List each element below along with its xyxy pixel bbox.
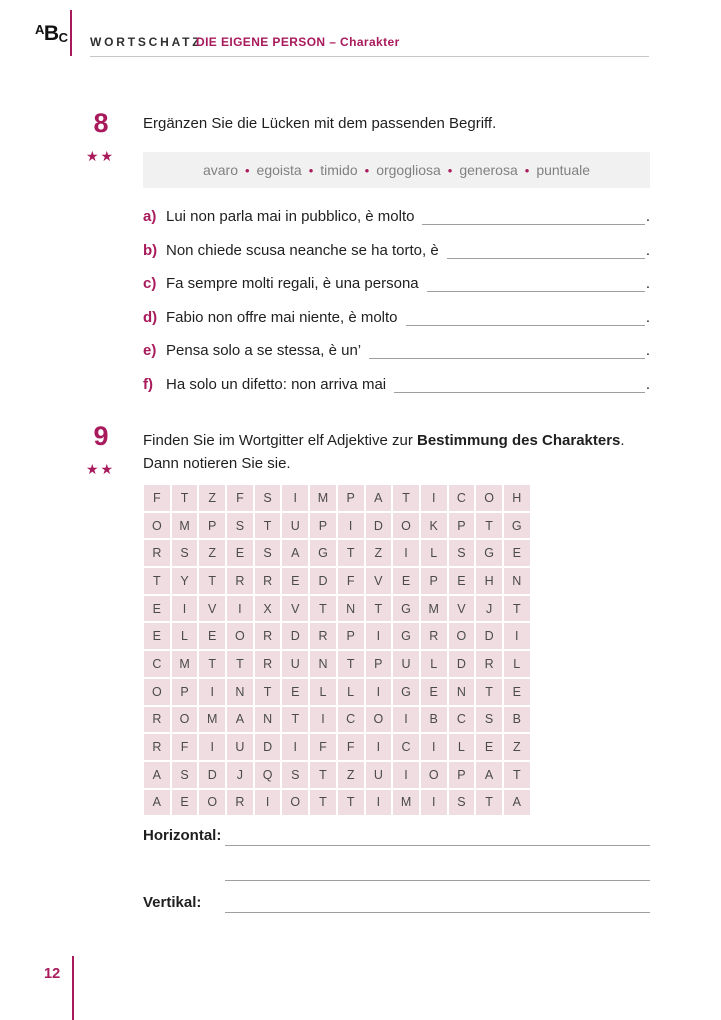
exercise8-instruction: Ergänzen Sie die Lücken mit dem passenden Begriff. bbox=[143, 115, 497, 132]
grid-cell: T bbox=[172, 485, 198, 511]
exercise9-difficulty-stars: ★★ bbox=[86, 461, 116, 477]
grid-cell: G bbox=[310, 540, 336, 566]
blank-line bbox=[422, 208, 644, 225]
grid-cell: L bbox=[172, 623, 198, 649]
grid-cell: M bbox=[421, 596, 447, 622]
grid-cell: I bbox=[227, 596, 253, 622]
grid-cell: O bbox=[199, 790, 225, 816]
grid-cell: R bbox=[144, 540, 170, 566]
grid-cell: R bbox=[227, 790, 253, 816]
grid-cell: L bbox=[449, 734, 475, 760]
line-end-period: . bbox=[645, 275, 650, 293]
grid-cell: O bbox=[144, 679, 170, 705]
header-accent-rule bbox=[70, 10, 72, 56]
grid-cell: T bbox=[504, 762, 530, 788]
grid-cell: M bbox=[393, 790, 419, 816]
abc-logo bbox=[35, 22, 67, 46]
chapter-topic: DIE EIGENE PERSON – Charakter bbox=[196, 35, 400, 49]
grid-cell: D bbox=[310, 568, 336, 594]
horizontal-label: Horizontal: bbox=[143, 827, 222, 844]
grid-cell: D bbox=[282, 623, 308, 649]
grid-cell: B bbox=[421, 707, 447, 733]
grid-cell: O bbox=[227, 623, 253, 649]
blank-line bbox=[369, 342, 645, 359]
grid-cell: F bbox=[172, 734, 198, 760]
grid-cell: F bbox=[310, 734, 336, 760]
grid-cell: R bbox=[255, 651, 281, 677]
grid-cell: O bbox=[282, 790, 308, 816]
grid-cell: G bbox=[393, 623, 419, 649]
exercise9-instruction bbox=[143, 429, 653, 475]
grid-cell: F bbox=[338, 568, 364, 594]
grid-cell: T bbox=[199, 651, 225, 677]
grid-cell: E bbox=[199, 623, 225, 649]
grid-cell: P bbox=[421, 568, 447, 594]
grid-cell: G bbox=[393, 679, 419, 705]
vertikal-answer-row bbox=[143, 893, 650, 913]
grid-cell: B bbox=[504, 707, 530, 733]
grid-cell: O bbox=[476, 485, 502, 511]
grid-cell: T bbox=[338, 540, 364, 566]
grid-cell: A bbox=[282, 540, 308, 566]
wordbank-word: generosa bbox=[459, 162, 518, 178]
grid-cell: I bbox=[366, 790, 392, 816]
fill-in-item bbox=[143, 368, 650, 402]
grid-cell: I bbox=[366, 679, 392, 705]
blank-line bbox=[427, 275, 645, 292]
grid-cell: I bbox=[421, 485, 447, 511]
fill-in-item bbox=[143, 200, 650, 234]
line-end-period: . bbox=[645, 342, 650, 360]
exercise9-number: 9 bbox=[93, 421, 109, 451]
grid-cell: I bbox=[504, 623, 530, 649]
grid-cell: J bbox=[227, 762, 253, 788]
grid-cell: T bbox=[255, 513, 281, 539]
grid-cell: A bbox=[227, 707, 253, 733]
grid-cell: T bbox=[338, 790, 364, 816]
grid-cell: S bbox=[449, 790, 475, 816]
grid-cell: M bbox=[172, 513, 198, 539]
line-end-period: . bbox=[645, 208, 650, 226]
horizontal-answer-row-continued bbox=[143, 861, 650, 881]
grid-cell: T bbox=[476, 790, 502, 816]
line-end-period: . bbox=[645, 308, 650, 326]
logo-letter-a: A bbox=[35, 22, 44, 37]
exercise9-instruction-bold: Bestimmung des Charakters bbox=[417, 432, 621, 449]
grid-cell: P bbox=[449, 513, 475, 539]
grid-cell: A bbox=[476, 762, 502, 788]
grid-cell: I bbox=[199, 679, 225, 705]
grid-cell: D bbox=[366, 513, 392, 539]
exercise8-number: 8 bbox=[93, 108, 109, 138]
grid-cell: Z bbox=[366, 540, 392, 566]
grid-cell: D bbox=[476, 623, 502, 649]
grid-cell: M bbox=[199, 707, 225, 733]
grid-cell: A bbox=[144, 790, 170, 816]
grid-cell: T bbox=[476, 679, 502, 705]
grid-cell: I bbox=[421, 734, 447, 760]
grid-cell: S bbox=[449, 540, 475, 566]
fill-in-item bbox=[143, 301, 650, 335]
grid-cell: C bbox=[449, 485, 475, 511]
grid-cell: T bbox=[144, 568, 170, 594]
grid-cell: N bbox=[449, 679, 475, 705]
grid-cell: V bbox=[282, 596, 308, 622]
wordbank-word: egoista bbox=[256, 162, 302, 178]
grid-cell: F bbox=[144, 485, 170, 511]
fill-in-item bbox=[143, 234, 650, 268]
blank-line bbox=[406, 309, 645, 326]
grid-cell: P bbox=[449, 762, 475, 788]
section-title: WORTSCHATZ bbox=[90, 35, 203, 49]
wordbank-bullet: • bbox=[364, 162, 370, 178]
grid-cell: E bbox=[144, 596, 170, 622]
grid-cell: P bbox=[310, 513, 336, 539]
grid-cell: V bbox=[366, 568, 392, 594]
grid-cell: T bbox=[504, 596, 530, 622]
wordbank-word: puntuale bbox=[536, 162, 591, 178]
grid-cell: P bbox=[338, 623, 364, 649]
header-divider bbox=[90, 56, 649, 57]
grid-cell: R bbox=[255, 568, 281, 594]
grid-cell: U bbox=[282, 651, 308, 677]
item-text: Ha solo un difetto: non arriva mai bbox=[166, 375, 387, 393]
grid-cell: E bbox=[282, 679, 308, 705]
blank-line bbox=[394, 376, 645, 393]
grid-cell: E bbox=[282, 568, 308, 594]
grid-cell: Z bbox=[338, 762, 364, 788]
grid-cell: N bbox=[227, 679, 253, 705]
grid-cell: D bbox=[199, 762, 225, 788]
grid-cell: H bbox=[476, 568, 502, 594]
exercise9-instruction-prefix: Finden Sie im Wortgitter elf Adjektive zur bbox=[143, 432, 417, 449]
grid-cell: J bbox=[476, 596, 502, 622]
item-text: Fabio non offre mai niente, è molto bbox=[166, 308, 398, 326]
exercise8-difficulty-stars: ★★ bbox=[86, 148, 116, 164]
grid-cell: E bbox=[421, 679, 447, 705]
grid-cell: G bbox=[504, 513, 530, 539]
grid-cell: O bbox=[172, 707, 198, 733]
grid-cell: S bbox=[476, 707, 502, 733]
grid-cell: R bbox=[144, 707, 170, 733]
vertikal-label: Vertikal: bbox=[143, 894, 202, 911]
grid-cell: L bbox=[421, 540, 447, 566]
grid-cell: T bbox=[282, 707, 308, 733]
grid-cell: M bbox=[310, 485, 336, 511]
fill-in-item bbox=[143, 334, 650, 368]
grid-cell: D bbox=[449, 651, 475, 677]
wordbank-word: avaro bbox=[202, 162, 238, 178]
page-number: 12 bbox=[44, 966, 61, 982]
item-text: Fa sempre molti regali, è una persona bbox=[166, 275, 419, 293]
wordbank-bullet: • bbox=[524, 162, 530, 178]
grid-cell: A bbox=[504, 790, 530, 816]
grid-cell: L bbox=[338, 679, 364, 705]
grid-cell: I bbox=[421, 790, 447, 816]
item-label: e) bbox=[143, 342, 157, 360]
grid-cell: U bbox=[227, 734, 253, 760]
grid-cell: O bbox=[366, 707, 392, 733]
item-label: a) bbox=[143, 208, 157, 226]
grid-cell: N bbox=[504, 568, 530, 594]
grid-cell: C bbox=[144, 651, 170, 677]
grid-cell: O bbox=[421, 762, 447, 788]
grid-cell: T bbox=[338, 651, 364, 677]
grid-cell: T bbox=[310, 596, 336, 622]
grid-cell: S bbox=[172, 762, 198, 788]
grid-cell: I bbox=[255, 790, 281, 816]
grid-cell: T bbox=[227, 651, 253, 677]
grid-cell: U bbox=[393, 651, 419, 677]
grid-cell: I bbox=[338, 513, 364, 539]
grid-cell: L bbox=[504, 651, 530, 677]
grid-cell: N bbox=[255, 707, 281, 733]
grid-cell: M bbox=[172, 651, 198, 677]
exercise9-instruction-suffix: . Dann notieren Sie sie. bbox=[143, 432, 625, 472]
grid-cell: T bbox=[199, 568, 225, 594]
grid-cell: R bbox=[255, 623, 281, 649]
grid-cell: V bbox=[449, 596, 475, 622]
grid-cell: H bbox=[504, 485, 530, 511]
line-end-period: . bbox=[645, 375, 650, 393]
grid-cell: S bbox=[172, 540, 198, 566]
grid-cell: I bbox=[393, 762, 419, 788]
word-bank bbox=[143, 152, 650, 188]
grid-cell: C bbox=[338, 707, 364, 733]
vertikal-answer-line bbox=[225, 894, 650, 913]
item-label: d) bbox=[143, 308, 158, 326]
item-text: Pensa solo a se stessa, è un’ bbox=[166, 342, 362, 360]
wordbank-word: orgogliosa bbox=[376, 162, 441, 178]
grid-cell: R bbox=[310, 623, 336, 649]
grid-cell: S bbox=[282, 762, 308, 788]
grid-cell: T bbox=[310, 762, 336, 788]
wordbank-bullet: • bbox=[308, 162, 314, 178]
grid-cell: I bbox=[393, 707, 419, 733]
grid-cell: S bbox=[255, 485, 281, 511]
grid-cell: E bbox=[504, 679, 530, 705]
horizontal-answer-row bbox=[143, 826, 650, 846]
grid-cell: I bbox=[199, 734, 225, 760]
grid-cell: O bbox=[449, 623, 475, 649]
grid-cell: S bbox=[255, 540, 281, 566]
horizontal-answer-line-2 bbox=[225, 862, 650, 881]
grid-cell: P bbox=[199, 513, 225, 539]
grid-cell: E bbox=[449, 568, 475, 594]
grid-cell: Z bbox=[199, 485, 225, 511]
grid-cell: Z bbox=[199, 540, 225, 566]
logo-letter-c: C bbox=[58, 30, 68, 45]
grid-cell: E bbox=[172, 790, 198, 816]
grid-cell: E bbox=[227, 540, 253, 566]
wordbank-bullet: • bbox=[244, 162, 250, 178]
grid-cell: K bbox=[421, 513, 447, 539]
blank-line bbox=[447, 242, 645, 259]
grid-cell: G bbox=[393, 596, 419, 622]
grid-cell: P bbox=[366, 651, 392, 677]
grid-cell: C bbox=[393, 734, 419, 760]
grid-cell: T bbox=[476, 513, 502, 539]
grid-cell: U bbox=[366, 762, 392, 788]
grid-cell: U bbox=[282, 513, 308, 539]
grid-cell: N bbox=[338, 596, 364, 622]
grid-cell: I bbox=[310, 707, 336, 733]
wordbank-word: timido bbox=[320, 162, 358, 178]
grid-cell: F bbox=[227, 485, 253, 511]
grid-cell: L bbox=[310, 679, 336, 705]
grid-cell: F bbox=[338, 734, 364, 760]
grid-cell: Y bbox=[172, 568, 198, 594]
grid-cell: I bbox=[282, 485, 308, 511]
grid-cell: A bbox=[366, 485, 392, 511]
fill-in-items bbox=[143, 200, 650, 401]
line-end-period: . bbox=[645, 241, 650, 259]
footer-accent-rule bbox=[72, 956, 74, 1020]
word-search-grid bbox=[144, 485, 530, 815]
grid-cell: R bbox=[227, 568, 253, 594]
grid-cell: D bbox=[255, 734, 281, 760]
grid-cell: Z bbox=[504, 734, 530, 760]
grid-cell: C bbox=[449, 707, 475, 733]
grid-cell: O bbox=[144, 513, 170, 539]
horizontal-answer-line bbox=[225, 827, 650, 846]
grid-cell: I bbox=[366, 623, 392, 649]
grid-cell: Q bbox=[255, 762, 281, 788]
grid-cell: E bbox=[144, 623, 170, 649]
grid-cell: S bbox=[227, 513, 253, 539]
grid-cell: I bbox=[366, 734, 392, 760]
grid-cell: I bbox=[393, 540, 419, 566]
grid-cell: I bbox=[282, 734, 308, 760]
grid-cell: T bbox=[366, 596, 392, 622]
item-label: f) bbox=[143, 375, 153, 393]
fill-in-item bbox=[143, 267, 650, 301]
grid-cell: E bbox=[393, 568, 419, 594]
grid-cell: T bbox=[310, 790, 336, 816]
grid-cell: R bbox=[476, 651, 502, 677]
grid-cell: P bbox=[338, 485, 364, 511]
grid-cell: L bbox=[421, 651, 447, 677]
grid-cell: T bbox=[255, 679, 281, 705]
grid-cell: V bbox=[199, 596, 225, 622]
grid-cell: A bbox=[144, 762, 170, 788]
item-label: c) bbox=[143, 275, 157, 293]
grid-cell: E bbox=[504, 540, 530, 566]
grid-cell: T bbox=[393, 485, 419, 511]
grid-cell: R bbox=[144, 734, 170, 760]
item-text: Lui non parla mai in pubblico, è molto bbox=[166, 208, 415, 226]
item-label: b) bbox=[143, 241, 158, 259]
wordbank-bullet: • bbox=[447, 162, 453, 178]
grid-cell: R bbox=[421, 623, 447, 649]
logo-letter-b: B bbox=[43, 22, 59, 45]
grid-cell: P bbox=[172, 679, 198, 705]
grid-cell: O bbox=[393, 513, 419, 539]
grid-cell: X bbox=[255, 596, 281, 622]
item-text: Non chiede scusa neanche se ha torto, è bbox=[166, 241, 439, 259]
grid-cell: E bbox=[476, 734, 502, 760]
grid-cell: I bbox=[172, 596, 198, 622]
grid-cell: G bbox=[476, 540, 502, 566]
grid-cell: N bbox=[310, 651, 336, 677]
